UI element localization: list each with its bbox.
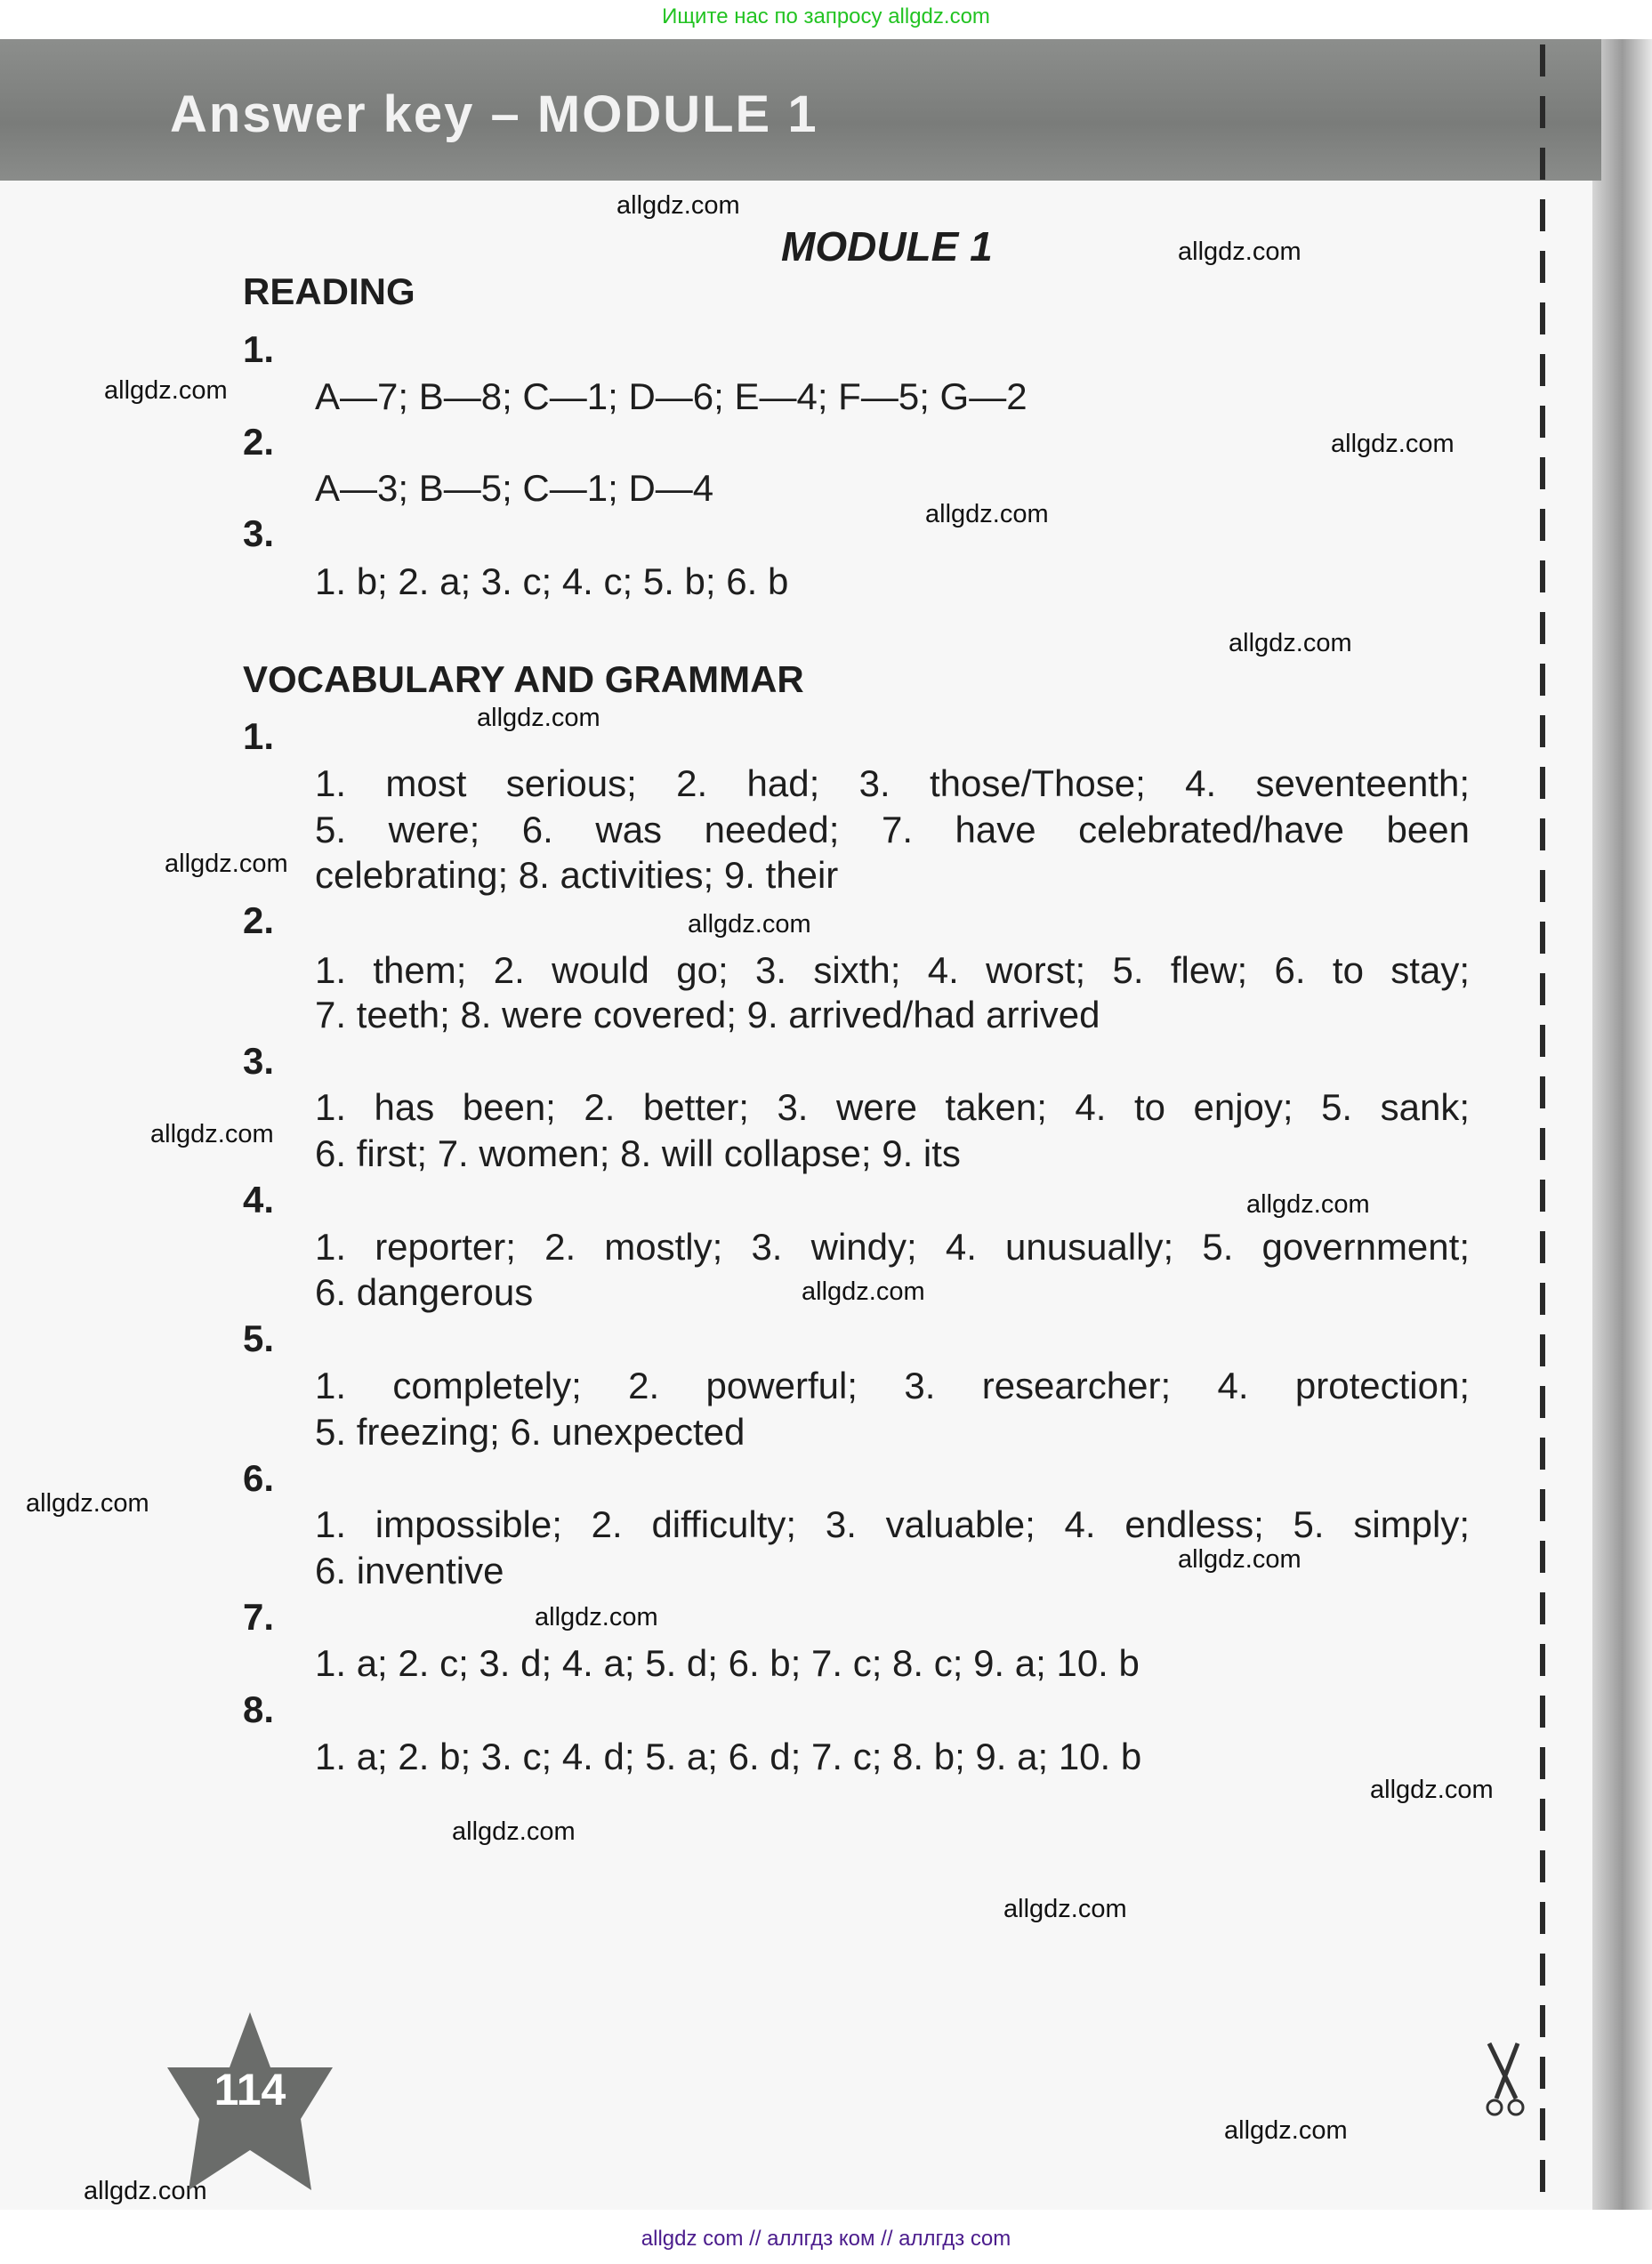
task-number: 1. [243,715,275,757]
watermark: allgdz.com [1224,2116,1348,2145]
answer-line: 1. impossible; 2. difficulty; 3. valuable; 4. endless; 5. simply; [315,1503,1470,1545]
watermark: allgdz.com [84,2177,207,2205]
answer-line: 1. reporter; 2. mostly; 3. windy; 4. unusually; 5. government; [315,1226,1470,1268]
cut-line [1540,44,1545,2209]
answer-line: celebrating; 8. activities; 9. their [315,854,839,896]
answer-line: 6. inventive [315,1550,504,1591]
watermark: allgdz.com [1331,430,1455,458]
task-number: 2. [243,899,275,941]
watermark: allgdz.com [688,910,811,939]
watermark: allgdz.com [452,1817,576,1846]
answer-line: 1. a; 2. b; 3. c; 4. d; 5. a; 6. d; 7. c; 8. b; 9. a; 10. b [315,1736,1142,1777]
answer-line: 6. first; 7. women; 8. will collapse; 9. its [315,1132,961,1174]
scissors-icon [1484,2042,1527,2118]
answer-line: 1. completely; 2. powerful; 3. researcher; 4. protection; [315,1365,1470,1406]
task-number: 5. [243,1317,275,1359]
answer-line: 6. dangerous [315,1271,534,1313]
task-number: 1. [243,328,275,370]
answer-line: 5. freezing; 6. unexpected [315,1411,745,1453]
task-number: 3. [243,1040,275,1082]
answer-line: 7. teeth; 8. were covered; 9. arrived/had arrived [315,994,1100,1035]
answer-line: A—3; B—5; C—1; D—4 [315,467,714,509]
answer-line: 1. most serious; 2. had; 3. those/Those; 4. seventeenth; [315,762,1470,804]
watermark: allgdz.com [1246,1190,1370,1219]
module-title: MODULE 1 [781,223,993,270]
answer-line: 1. has been; 2. better; 3. were taken; 4. to enjoy; 5. sank; [315,1086,1470,1128]
watermark: allgdz.com [1229,629,1352,657]
watermark: allgdz.com [477,704,600,732]
watermark: allgdz.com [925,500,1049,528]
task-number: 7. [243,1596,275,1638]
watermark: allgdz.com [165,850,288,878]
page-edge-shadow [1592,39,1652,2210]
answer-line: 1. b; 2. a; 3. c; 4. c; 5. b; 6. b [315,560,789,602]
watermark: allgdz.com [26,1489,149,1518]
reading-heading: READING [243,270,415,312]
task-number: 6. [243,1457,275,1499]
vocab-heading: VOCABULARY AND GRAMMAR [243,658,804,700]
task-number: 4. [243,1179,275,1221]
answer-line: 1. them; 2. would go; 3. sixth; 4. worst; 5. flew; 6. to stay; [315,949,1470,991]
watermark: allgdz.com [104,376,228,405]
answer-line: 5. were; 6. was needed; 7. have celebrated/have been [315,809,1470,850]
task-number: 8. [243,1688,275,1730]
watermark: allgdz.com [802,1277,925,1306]
top-watermark-note: Ищите нас по запросу allgdz.com [662,4,990,28]
task-number: 2. [243,421,275,463]
answer-line: A—7; B—8; C—1; D—6; E—4; F—5; G—2 [315,375,1027,417]
watermark: allgdz.com [1370,1776,1494,1804]
watermark: allgdz.com [616,191,740,220]
watermark: allgdz.com [150,1120,274,1148]
answer-line: 1. a; 2. c; 3. d; 4. a; 5. d; 6. b; 7. c; 8. c; 9. a; 10. b [315,1642,1140,1684]
bottom-watermark-note: allgdz com // аллгдз ком // аллгдз com [641,2227,1011,2251]
watermark: allgdz.com [1178,238,1301,266]
watermark: allgdz.com [1178,1545,1301,1574]
page-number-star [165,2012,334,2190]
header-title: Answer key – MODULE 1 [170,85,818,143]
watermark: allgdz.com [1003,1895,1127,1923]
watermark: allgdz.com [535,1603,658,1632]
page-number: 114 [214,2065,286,2115]
task-number: 3. [243,512,275,554]
